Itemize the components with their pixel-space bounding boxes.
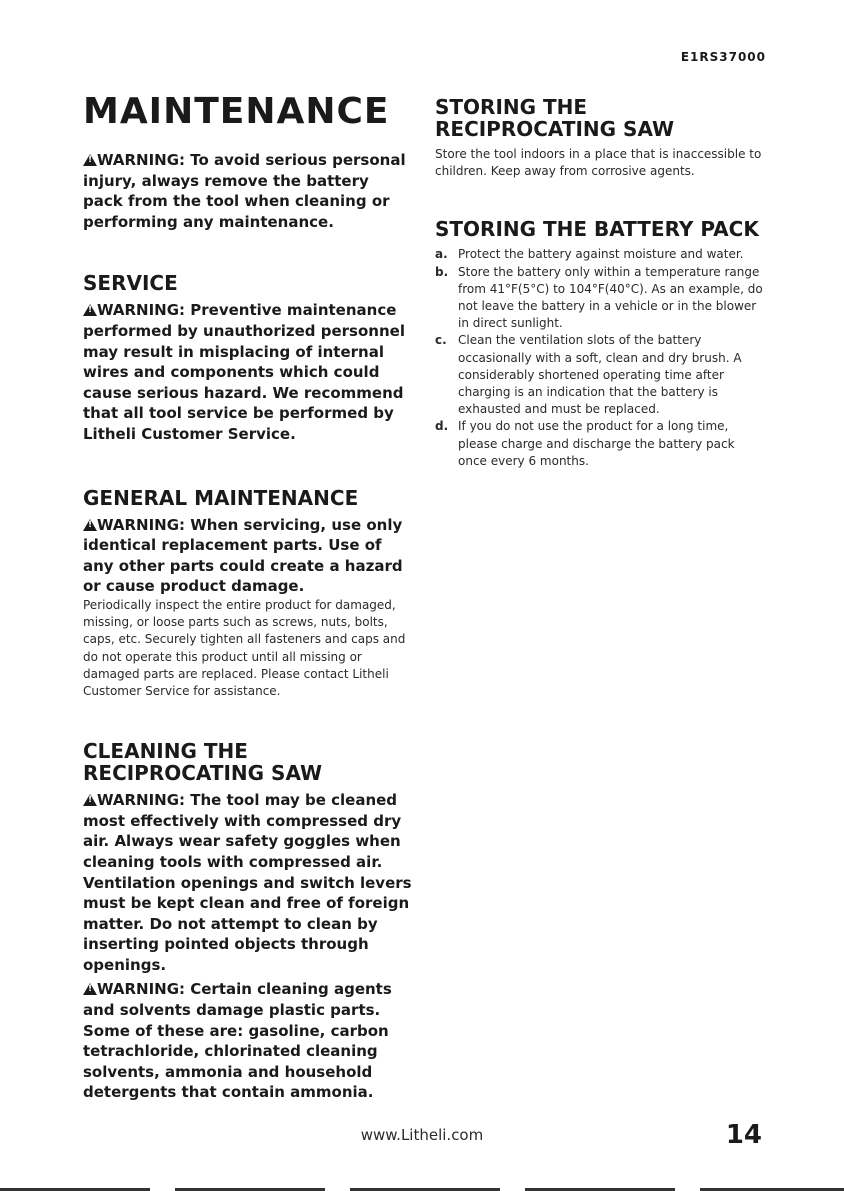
maintenance-section xyxy=(83,92,413,232)
storing-battery-heading: STORING THE BATTERY PACK xyxy=(435,217,759,242)
warning-label: WARNING: xyxy=(97,151,186,169)
page-number: 14 xyxy=(725,1120,762,1150)
list-item-text: If you do not use the product for a long time, please charge and discharge the battery pack once every 6 months. xyxy=(458,419,735,468)
cleaning-heading-line1: CLEANING THE xyxy=(83,739,248,764)
warning-triangle-icon xyxy=(83,519,97,531)
storing-battery-section xyxy=(435,218,767,470)
warning-label: WARNING: xyxy=(97,515,186,534)
left-column xyxy=(83,92,413,1103)
list-marker: c. xyxy=(435,333,447,348)
right-column xyxy=(435,96,767,470)
maintenance-heading: MAINTENANCE xyxy=(83,91,390,132)
cleaning-section xyxy=(83,740,413,1103)
model-code: E1RS37000 xyxy=(680,50,766,64)
general-maintenance-body: Periodically inspect the entire product for damaged, missing, or loose parts such as screws, nuts, bolts, caps, etc. Securely tighten all fasteners and caps and do not operate this product until all missing or damaged parts are replaced. Please contact Litheli Customer Service for assistance. xyxy=(83,597,406,698)
warning-triangle-icon xyxy=(83,794,97,806)
warning-label: WARNING: xyxy=(97,301,186,320)
storing-saw-section xyxy=(435,96,767,180)
warning-label: WARNING: xyxy=(97,980,186,999)
footer-url: www.Litheli.com xyxy=(360,1126,484,1144)
storing-saw-heading xyxy=(435,96,767,140)
list-item xyxy=(435,418,767,470)
cleaning-warning-2 xyxy=(83,979,413,1103)
maintenance-warning xyxy=(83,150,413,232)
list-marker: a. xyxy=(435,247,448,262)
list-marker: d. xyxy=(435,419,449,434)
warning-triangle-icon xyxy=(83,983,97,995)
storing-saw-heading-line2: RECIPROCATING SAW xyxy=(435,117,675,141)
list-marker: b. xyxy=(435,264,449,279)
list-item xyxy=(435,246,767,263)
storing-battery-list xyxy=(435,246,767,470)
general-maintenance-heading: GENERAL MAINTENANCE xyxy=(83,485,359,510)
warning-triangle-icon xyxy=(83,304,97,316)
general-maintenance-warning xyxy=(83,515,413,597)
warning-label: WARNING: xyxy=(97,791,186,810)
list-item xyxy=(435,332,767,418)
general-maintenance-section xyxy=(83,487,413,701)
service-warning xyxy=(83,300,413,444)
warning-text: To avoid serious personal injury, always remove the battery pack from the tool when cleaning or performing any maintenance. xyxy=(83,151,406,231)
cleaning-heading-line2: RECIPROCATING SAW xyxy=(83,761,323,786)
warning-text: The tool may be cleaned most effectively with compressed dry air. Always wear safety goggles when cleaning tools with compressed air. Ventilation openings and switch levers must be kept clean and free of foreign matter. Do not attempt to clean by inserting pointed objects through openings. xyxy=(83,791,412,974)
list-item-text: Store the battery only within a temperature range from 41°F(5°C) to 104°F(40°C). As an example, do not leave the battery in a vehicle or in the blower in direct sunlight. xyxy=(458,264,763,331)
list-item-text: Protect the battery against moisture and water. xyxy=(458,247,744,262)
cleaning-heading xyxy=(83,740,413,784)
service-section xyxy=(83,272,413,444)
warning-text: Certain cleaning agents and solvents damage plastic parts. Some of these are: gasoline, carbon tetrachloride, chlorinated cleaning solvents, ammonia and household detergents that contain ammonia. xyxy=(83,980,392,1102)
storing-saw-body: Store the tool indoors in a place that is inaccessible to children. Keep away from corrosive agents. xyxy=(435,147,762,179)
warning-triangle-icon xyxy=(83,154,97,166)
cleaning-warning-1 xyxy=(83,790,413,975)
storing-saw-heading-line1: STORING THE xyxy=(435,95,588,119)
list-item xyxy=(435,264,767,333)
list-item-text: Clean the ventilation slots of the battery occasionally with a soft, clean and dry brush. A considerably shortened operating time after charging is an indication that the battery is exhausted and must be replaced. xyxy=(458,333,742,417)
warning-text: Preventive maintenance performed by unauthorized personnel may result in misplacing of internal wires and components which could cause serious hazard. We recommend that all tool service be performed by Litheli Customer Service. xyxy=(83,301,405,443)
warning-text: When servicing, use only identical replacement parts. Use of any other parts could create a hazard or cause product damage. xyxy=(83,515,403,596)
service-heading: SERVICE xyxy=(83,271,178,296)
